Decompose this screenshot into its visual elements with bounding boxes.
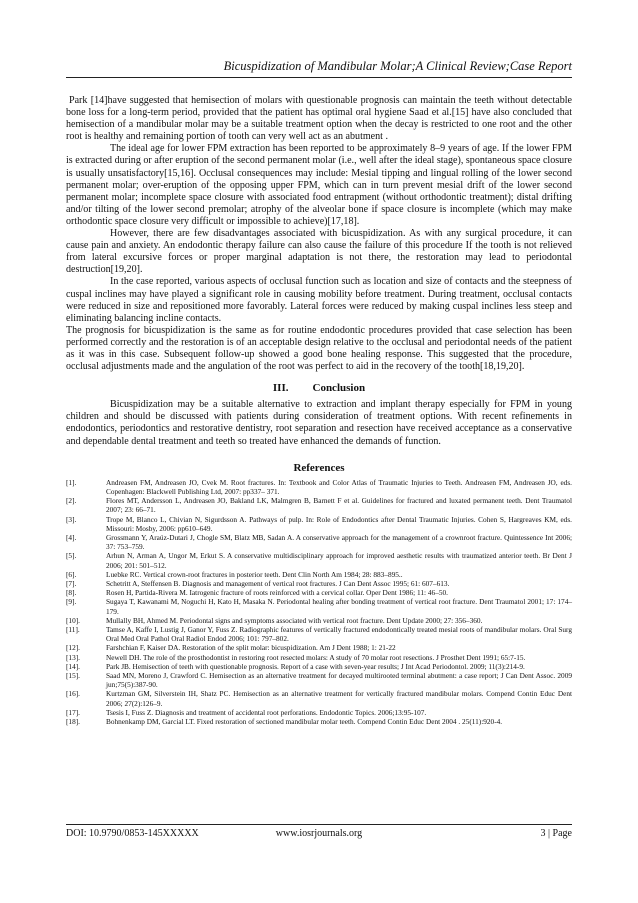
running-title: Bicuspidization of Mandibular Molar;A Clinical Review;Case Report [223,59,572,73]
reference-text: Arhun N, Arman A, Ungor M, Erkut S. A conservative multidisciplinary approach for improved aesthetic results with traumatized anterior teeth. Br Dent J 2006; 201: 501–512. [106,551,572,570]
reference-text: Bohnenkamp DM, Garcial LT. Fixed restoration of sectioned mandibular molar teeth. Compend Contin Educ Dent 2004 . 25(11):920-4. [106,717,503,726]
reference-text: Farshchian F, Kaiser DA. Restoration of the split molar: bicuspidization. Am J Dent 1988; 1: 21-22 [106,643,396,653]
reference-item [66,708,572,717]
reference-item [66,496,572,514]
paragraph-4: In the case reported, various aspects of occlusal function such as location and size of contacts and the steepness of cuspal inclines may have played a significant role in causing mobility before treatment. During treatment, occlusal contacts were reduced in size and repositioned more favorably. Lateral forces were reduced by making cuspal inclines less steep and eliminating balancing incline contacts. [66,276,572,324]
reference-item [66,551,572,569]
reference-number: [8]. [66,588,77,598]
paragraph-1: Park [14]have suggested that hemisection of molars with questionable prognosis can maintain the teeth without detectable bone loss for a long-term period, provided that the patient has optimal oral hygiene Saad et al.[15] have also concluded that hemisection of a mandibular molar may be a suitable treatment option when the decay is restricted to one root and the other root is healthy and remaining portion of tooth can very well act as an abutment . [66,95,572,143]
reference-item [66,533,572,551]
reference-number: [15]. [66,670,80,680]
reference-number: [11]. [66,624,80,634]
reference-item [66,689,572,707]
footer-rule [66,824,572,825]
reference-number: [4]. [66,532,77,542]
reference-number: [3]. [66,514,77,524]
reference-text: Tamse A, Kaffe I, Lustig J, Ganor Y, Fuss Z. Radiographic features of vertically fractured endodontically treated mesial roots of mandibular molars. Oral Surg Oral Med Oral Pathol Oral Radiol Endod 2006; 101: 797–802. [106,624,572,644]
conclusion-paragraph: Bicuspidization may be a suitable alternative to extraction and implant therapy especially for FPM in young children and should be discussed with patients during consideration of treatment options. With recent refinements in endodontics, periodontics and restorative dentistry, root separation and resection have received acceptance as a conservative and dependable dental treatment and teeth so treated have enhanced the demands of function. [66,399,572,447]
reference-number: [7]. [66,578,77,588]
reference-list [66,478,572,726]
reference-item [66,717,572,726]
reference-text: Luebke RC. Vertical crown-root fractures in posterior teeth. Dent Clin North Am 1984; 28: 883–895.. [106,569,403,579]
reference-number: [6]. [66,569,77,579]
reference-text: Flores MT, Andersson L, Andreasen JO, Bakland LK, Malmgren B, Barnett F et al. Guidelines for fractured and luxated permanent teeth. Dent Traumatol 2007; 23: 66–71. [106,496,572,515]
reference-item [66,588,572,597]
reference-item [66,653,572,662]
reference-number: [10]. [66,615,80,625]
paragraph-2: The ideal age for lower FPM extraction has been reported to be approximately 8–9 years of age. If the lower FPM is extracted during or after eruption of the second permanent molar (i.e., well after the ideal stage), spontaneous space closure is usually unsatisfactory[15,16]. Occlusal consequences may include: Mesial tipping and lingual rolling of the lower second permanent molar; over-eruption of the opposing upper FPM, which can in turn prevent mesial drift of the lower second permanent molar; incomplete space closure with associated food entrapment (without orthodontic treatment); distal drifting and/or tilting of the lower second premolar; atrophy of the alveolar bone if space closure is incomplete (which may make orthodontic space closure very difficult or impossible to achieve)[17,18]. [66,143,572,227]
reference-text: Grossmann Y, Araúz-Dutari J, Chogle SM, Blatz MB, Sadan A. A conservative approach for the management of a crownroot fracture. Quintessence Int 2006; 37: 753–759. [106,532,572,552]
reference-item [66,662,572,671]
paragraph-3: However, there are few disadvantages associated with bicuspidization. As with any surgical procedure, it can cause pain and anxiety. An endodontic therapy failure can also cause the failure of this procedure If the tooth is not relieved from lateral excursive forces or proper marginal adaptation is not there, the restoration may lead to periodontal destruction[19,20]. [66,228,572,276]
reference-text: Saad MN, Moreno J, Crawford C. Hemisection as an alternative treatment for decayed multirooted terminal abutment: a case report; J Can Dent Assoc. 2009 jun;75(5):387-90. [106,670,572,690]
reference-number: [12]. [66,643,80,653]
reference-item [66,671,572,689]
reference-text: Sugaya T, Kawanami M, Noguchi H, Kato H, Masaka N. Periodontal healing after bonding treatment of vertical root fracture. Dent Traumatol 2001; 17: 174–179. [106,597,572,616]
paper-page [66,0,572,903]
reference-text: Schetritt A, Steffensen B. Diagnosis and management of vertical root fractures. J Can Dent Assoc 1995; 61: 607–613. [106,578,450,588]
header-rule [66,77,572,78]
doi-text: DOI: 10.9790/0853-145XXXXX [66,828,199,839]
reference-text: Trope M, Blanco L, Chivian N, Sigurdsson A. Pathways of pulp. In: Role of Endodontics after Dental Traumatic Injuries. Cohen S, Hargreaves KM, eds. Missouri: Mosby, 2006: pp610–649. [106,514,572,533]
references-title: References [293,461,345,474]
reference-number: [2]. [66,496,77,506]
reference-item [66,478,572,496]
reference-number: [5]. [66,551,77,561]
paragraph-5: The prognosis for bicuspidization is the same as for routine endodontic procedures provided that case selection has been performed correctly and the restoration is of an acceptable design relative to the occlusal and periodontal needs of the patient as it was in this case. Subsequent follow-up showed a good bone healing response. This suggested that the procedure, occlusal adjustments made and the angulation of the root was perfect to aid in the recovery of the tooth[18,19,20]. [66,324,572,373]
reference-item [66,597,572,615]
reference-text: Tsesis I, Fuss Z. Diagnosis and treatment of accidental root perforations. Endodontic Topics. 2006;13:95-107. [106,707,427,717]
reference-item [66,625,572,643]
reference-text: Rosen H, Partida-Rivera M. Iatrogenic fracture of roots reinforced with a cervical collar. Oper Dent 1986; 11: 46–50. [106,588,448,598]
reference-text: Park JB. Hemisection of teeth with questionable prognosis. Report of a case with seven-year results; J Int Acad Periodontol. 2009; 11(3):214-9. [106,661,525,671]
section-title: Conclusion [312,382,366,395]
reference-item [66,570,572,579]
reference-number: [1]. [66,477,77,487]
reference-item [66,579,572,588]
reference-number: [16]. [66,689,80,699]
section-number: III. [272,382,289,395]
article-body [66,95,572,726]
reference-text: Newell DH. The role of the prosthodontist in restoring root resected molars: A study of 70 molar root resections. J Prosthet Dent 1991; 65:7-15. [106,652,526,662]
reference-number: [17]. [66,707,80,717]
page-number: 3 | Page [540,828,572,839]
reference-text: Mullally BH, Ahmed M. Periodontal signs and symptoms associated with vertical root fracture. Dent Update 2000; 27: 356–360. [106,615,483,625]
reference-number: [9]. [66,597,77,607]
section-heading [66,382,572,394]
reference-item [66,515,572,533]
reference-item [66,616,572,625]
reference-number: [14]. [66,661,80,671]
reference-number: [13]. [66,652,80,662]
reference-number: [18]. [66,717,80,726]
reference-text: Kurtzman GM, Silverstein IH, Shatz PC. Hemisection as an alternative treatment for vertically fractured mandibular molars. Compend Contin Educ Dent 2006; 27(2):126–9. [106,689,572,708]
reference-item [66,643,572,652]
journal-website-link[interactable]: www.iosrjournals.org [275,828,363,839]
reference-text: Andreasen FM, Andreasen JO, Cvek M. Root fractures. In: Textbook and Color Atlas of Traumatic Injuries to Teeth. Andreasen FM, Andreasen JO, eds. Copenhagen: Blackwell Publishing Ltd, 2007: pp337– 371. [106,477,572,496]
